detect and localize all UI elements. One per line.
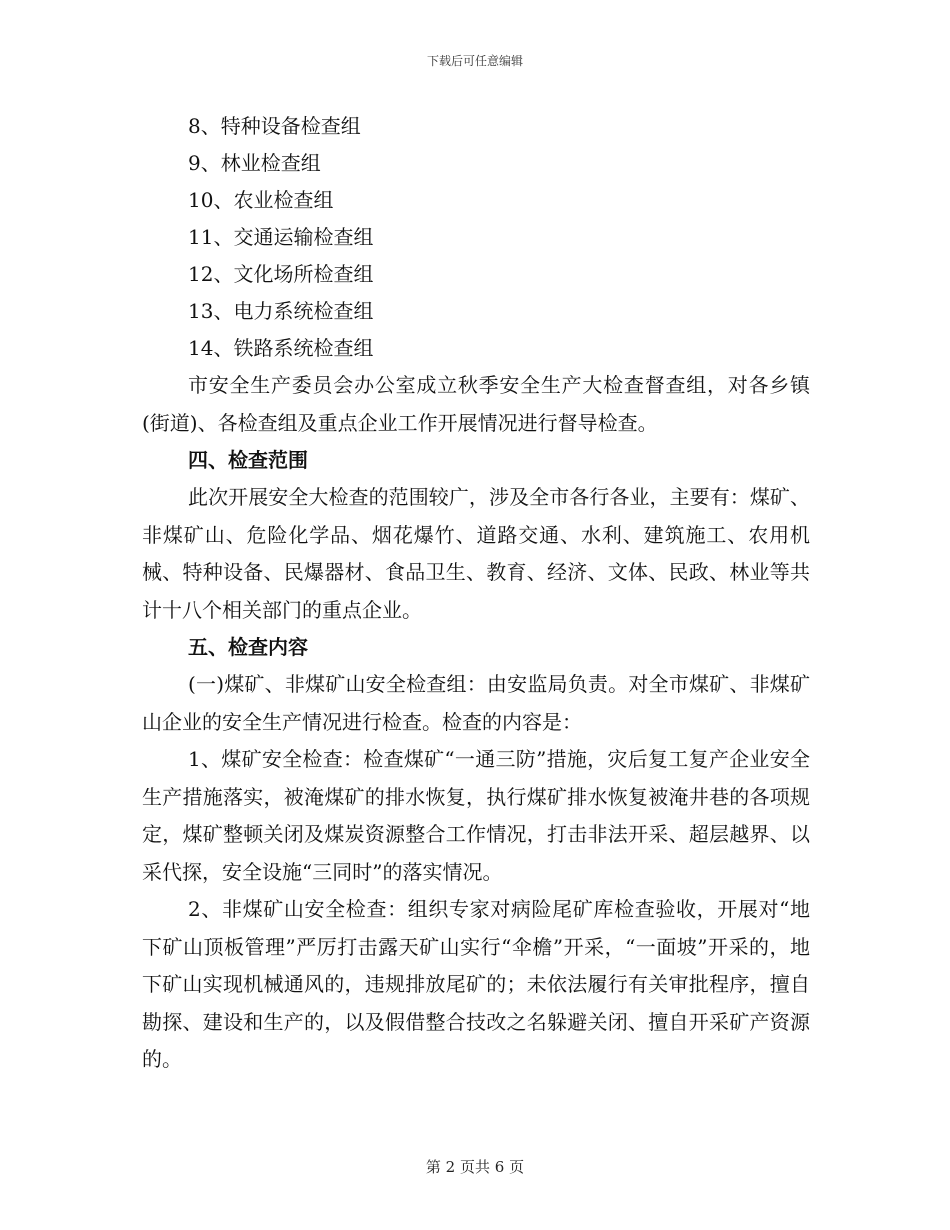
paragraph-item-1: 1、煤矿安全检查：检查煤矿“一通三防”措施，灾后复工复产企业安全生产措施落实，被淹煤矿的排水恢复，执行煤矿排水恢复被淹井巷的各项规定，煤矿整顿关闭及煤炭资源整合工作情况，打击非法开采、超层越界、以采代探，安全设施“三同时”的落实情况。	[142, 747, 810, 884]
page-footer: 第 2 页共 6 页	[425, 1158, 525, 1176]
list-item: 9、林业检查组	[188, 151, 321, 175]
section-heading-scope: 四、检查范围	[188, 448, 308, 472]
list-item: 12、文化场所检查组	[188, 262, 374, 286]
list-item: 13、电力系统检查组	[188, 299, 374, 323]
list-item: 10、农业检查组	[188, 188, 334, 212]
paragraph-group-1: (一)煤矿、非煤矿山安全检查组：由安监局负责。对全市煤矿、非煤矿山企业的安全生产情况进行检查。检查的内容是：	[142, 672, 810, 734]
paragraph-item-2: 2、非煤矿山安全检查：组织专家对病险尾矿库检查验收，开展对“地下矿山顶板管理”严厉打击露天矿山实行“伞檐”开采，“一面坡”开采的，地下矿山实现机械通风的，违规排放尾矿的；未依法履行有关审批程序，擅自勘探、建设和生产的，以及假借整合技改之名躲避关闭、擅自开采矿产资源的。	[142, 897, 810, 1071]
paragraph-supervision: 市安全生产委员会办公室成立秋季安全生产大检查督查组，对各乡镇(街道)、各检查组及重点企业工作开展情况进行督导检查。	[142, 373, 810, 435]
paragraph-scope: 此次开展安全大检查的范围较广，涉及全市各行各业，主要有：煤矿、非煤矿山、危险化学品、烟花爆竹、道路交通、水利、建筑施工、农用机械、特种设备、民爆器材、食品卫生、教育、经济、文体、民政、林业等共计十八个相关部门的重点企业。	[142, 485, 810, 622]
list-item: 11、交通运输检查组	[188, 225, 374, 249]
header-note: 下载后可任意编辑	[426, 54, 523, 68]
section-heading-content: 五、检查内容	[188, 635, 308, 659]
document-body	[142, 108, 810, 1079]
list-item: 14、铁路系统检查组	[188, 336, 374, 360]
list-item: 8、特种设备检查组	[188, 114, 361, 138]
